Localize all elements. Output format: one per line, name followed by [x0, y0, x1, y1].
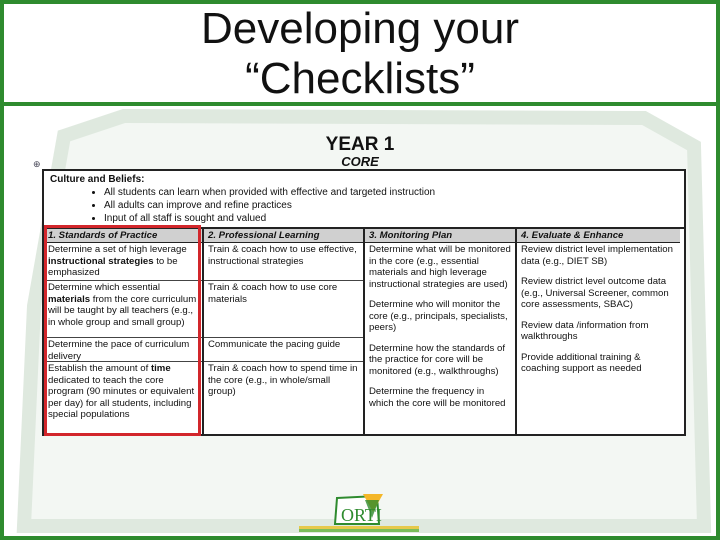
culture-heading: Culture and Beliefs: — [50, 174, 145, 185]
cell-text: Train & coach how to use effective, instructional strategies — [208, 244, 357, 267]
belief-item: • All adults can improve and refine practices — [104, 199, 678, 212]
table-cell — [44, 281, 202, 338]
cell-text: Communicate the pacing guide — [208, 339, 341, 350]
beliefs-list — [50, 186, 678, 225]
cell-text: Determine who will monitor the core (e.g., principals, specialists, peers) — [369, 299, 508, 333]
table-cell — [44, 338, 202, 362]
column-header: 2. Professional Learning — [204, 229, 363, 243]
table-cell — [517, 351, 680, 376]
emphasized-text: instructional strategies — [48, 255, 154, 267]
cell-text: to be emphasized — [48, 255, 178, 278]
column-monitoring-plan — [365, 229, 517, 434]
cell-text: Train & coach how to use core materials — [208, 282, 338, 305]
table-cell — [517, 243, 680, 268]
column-header: 4. Evaluate & Enhance — [517, 229, 680, 243]
cell-text: Review district level outcome data (e.g., Universal Screener, common core assessments, SBAC) — [521, 276, 669, 310]
table-cell — [365, 342, 515, 379]
cell-text: from the core curriculum will be taught by all teachers (e.g., in whole group and small group) — [48, 293, 197, 328]
column-standards-of-practice — [44, 229, 204, 434]
logo-text: ORTI — [341, 505, 382, 525]
cell-text: Provide additional training & coaching support as needed — [521, 351, 642, 374]
table-cell — [517, 275, 680, 312]
column-evaluate-and-enhance — [517, 229, 680, 434]
cell-text: Review data /information from walkthroughs — [521, 319, 649, 342]
emphasized-text: time — [150, 363, 171, 374]
cell-text: Train & coach how to spend time in the core (e.g., in whole/small group) — [208, 363, 358, 397]
table-cell — [204, 338, 363, 362]
cell-text: Determine what will be monitored in the core (e.g., essential materials and high leverage instructional strategies are used) — [369, 244, 511, 290]
belief-item: • All students can learn when provided with effective and targeted instruction — [104, 186, 678, 199]
checklist-table — [42, 169, 686, 436]
cell-text: Determine a set of high leverage — [48, 244, 187, 255]
culture-and-beliefs — [44, 171, 684, 229]
cell-text: dedicated to teach the core program (90 minutes or equivalent per day) for all students, including special populations — [48, 374, 195, 420]
cell-text: Determine which essential — [48, 282, 160, 293]
checklist-columns — [44, 229, 684, 434]
table-cell — [365, 298, 515, 335]
table-cell — [204, 362, 363, 434]
table-anchor-icon[interactable]: ⊕ — [33, 159, 41, 169]
orti-logo — [299, 490, 419, 534]
table-cell — [204, 243, 363, 281]
table-cell — [204, 281, 363, 338]
cell-text: Establish the amount of — [48, 363, 151, 374]
table-cell — [44, 243, 202, 281]
title-band — [4, 4, 716, 106]
table-cell — [44, 362, 202, 434]
column-professional-learning — [204, 229, 365, 434]
slide-title-line-2: “Checklists” — [245, 54, 475, 103]
column-header: 3. Monitoring Plan — [365, 229, 515, 243]
slide-title-line-1: Developing your — [201, 4, 519, 53]
table-cell — [365, 385, 515, 410]
column-header: 1. Standards of Practice — [44, 229, 202, 243]
cell-text: Determine how the standards of the practice for core will be monitored (e.g., walkthroughs) — [369, 342, 505, 377]
cell-text: Determine the pace of curriculum delivery — [48, 339, 190, 362]
belief-item: • Input of all staff is sought and valued — [104, 212, 678, 225]
year-heading: YEAR 1 — [325, 134, 395, 155]
table-cell — [517, 319, 680, 344]
table-cell — [365, 243, 515, 291]
cell-text: Review district level implementation data (e.g., DIET SB) — [521, 244, 673, 267]
emphasized-text: materials — [48, 293, 91, 305]
cell-text: Determine the frequency in which the core will be monitored — [369, 386, 506, 409]
core-subheading: CORE — [341, 154, 379, 169]
